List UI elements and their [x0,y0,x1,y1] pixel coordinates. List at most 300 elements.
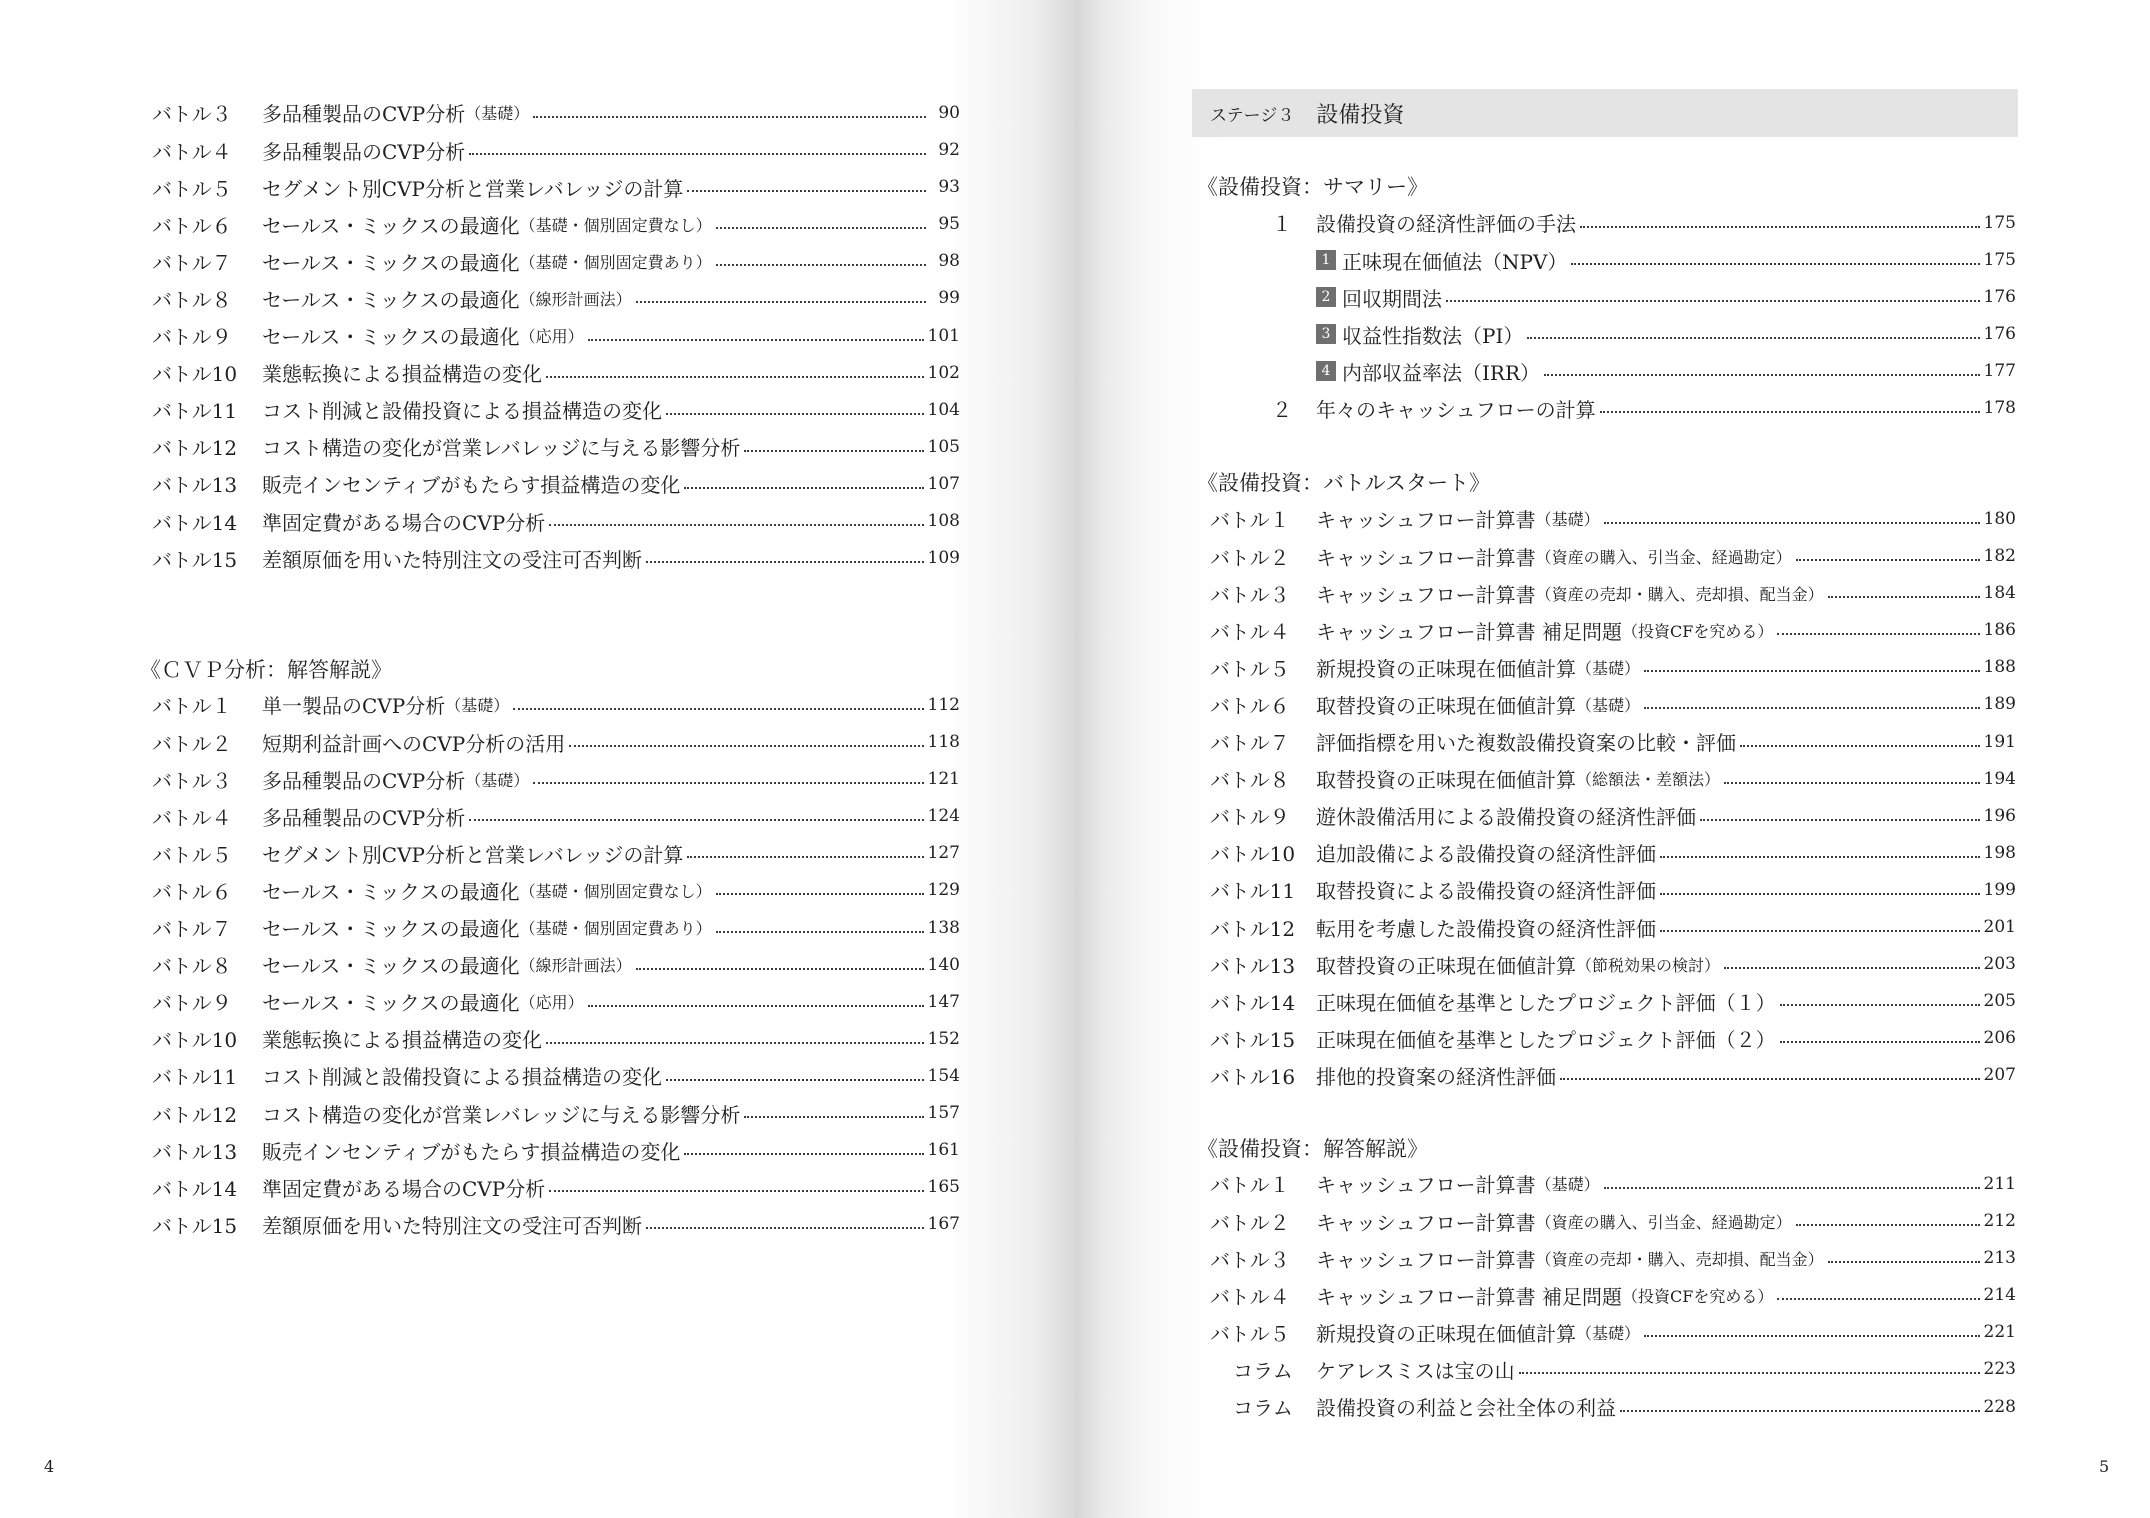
dot-leader [636,968,924,970]
toc-entry[interactable] [1210,723,2016,760]
entry-label: バトル11 [1210,879,1296,904]
dot-leader [1828,1261,1980,1263]
entry-note: （基礎） [1576,658,1641,678]
entry-label: バトル９ [152,991,232,1016]
entry-label: バトル４ [1210,619,1290,644]
dot-leader [716,893,924,895]
entry-page-number: 196 [1983,805,2016,826]
entry-page-number: 188 [1983,657,2016,678]
entry-note: （基礎） [1535,510,1600,530]
dot-leader [1777,633,1979,635]
toc-entry[interactable] [152,1169,960,1206]
entry-note: （資産の購入、引当金、経過勘定） [1535,547,1792,567]
toc-entry[interactable] [1316,279,2016,316]
dot-leader [687,190,926,192]
toc-entry[interactable] [1210,983,2016,1020]
dot-leader [546,1042,924,1044]
dot-leader [1780,1041,1980,1043]
dot-leader [469,819,923,821]
entry-label: バトル４ [152,805,232,830]
entry-page-number: 109 [927,548,960,569]
entry-label: バトル５ [1210,656,1290,681]
entry-page-number: 186 [1983,620,2016,641]
toc-entry[interactable] [152,132,960,169]
entry-note: （資産の購入、引当金、経過勘定） [1535,1212,1792,1232]
entry-label: バトル３ [152,102,232,127]
dot-leader [716,931,924,933]
toc-entry[interactable] [1210,575,2016,612]
entry-page-number: 213 [1983,1248,2016,1269]
entry-label: バトル５ [152,176,232,201]
toc-entry[interactable] [1316,353,2016,390]
entry-title: 多品種製品のCVP分析 [262,805,466,830]
entry-title: 業態転換による損益構造の変化 [262,362,542,387]
entry-label: バトル１ [1210,1173,1290,1198]
entry-title: 設備投資の利益と会社全体の利益 [1316,1396,1616,1421]
entry-page-number: 221 [1983,1322,2016,1343]
entry-note: （総額法・差額法） [1576,770,1721,790]
dot-leader [1796,559,1980,561]
entry-title: コスト構造の変化が営業レバレッジに与える影響分析 [262,436,741,461]
dot-leader [684,487,923,489]
toc-entry[interactable] [152,428,960,465]
entry-page-number: 161 [927,1140,960,1161]
entry-label: バトル５ [152,842,232,867]
toc-entry[interactable] [152,983,960,1020]
dot-leader [533,116,926,118]
entry-title: 年々のキャッシュフローの計算 [1316,397,1596,422]
toc-entry[interactable] [1210,649,2016,686]
entry-page-number: 129 [927,880,960,901]
entry-title: 新規投資の正味現在価値計算 [1316,656,1576,681]
entry-label: バトル14 [152,510,238,535]
toc-entry[interactable] [152,872,960,909]
entry-title: セールス・ミックスの最適化 [262,250,520,275]
entry-page-number: 178 [1983,398,2016,419]
entry-note: （基礎・個別固定費あり） [519,919,712,939]
dot-leader [666,413,924,415]
entry-page-number: 127 [927,843,960,864]
toc-entry[interactable] [152,1020,960,1057]
entry-title: セグメント別CVP分析と営業レバレッジの計算 [262,176,684,201]
entry-page-number: 191 [1983,731,2016,752]
entry-label: バトル８ [152,287,232,312]
entry-title: 取替投資による設備投資の経済性評価 [1316,879,1656,904]
entry-page-number: 140 [927,954,960,975]
entry-label: バトル７ [152,250,232,275]
entry-page-number: 175 [1983,212,2016,233]
entry-page-number: 212 [1983,1211,2016,1232]
entry-title: キャッシュフロー計算書 [1316,508,1536,533]
entry-label: バトル12 [1210,916,1296,941]
toc-entry[interactable] [1210,1020,2016,1057]
entry-title: 収益性指数法（PI） [1342,323,1524,348]
entry-label: バトル11 [152,399,238,424]
entry-label: バトル９ [1210,805,1290,830]
toc-entry[interactable] [1248,390,2016,427]
entry-title: セールス・ミックスの最適化 [262,879,520,904]
dot-leader [1660,893,1980,895]
entry-note: （基礎） [465,770,530,790]
entry-label: バトル５ [1210,1321,1290,1346]
toc-entry[interactable] [152,1057,960,1094]
stage-title: 設備投資 [1316,102,1405,128]
entry-label: バトル３ [152,768,232,793]
stage-header [1192,89,2018,137]
section-heading: 《ＣＶＰ分析：解答解説》 [140,657,392,682]
entry-title: 業態転換による損益構造の変化 [262,1028,542,1053]
number-square-icon: 4 [1316,361,1336,381]
entry-page-number: 175 [1983,250,2016,271]
dot-leader [1519,1372,1980,1374]
dot-leader [687,856,923,858]
entry-page-number: 105 [927,436,960,457]
entry-label: バトル２ [152,731,232,756]
entry-title: キャッシュフロー計算書 [1316,1247,1536,1272]
dot-leader [1644,707,1980,709]
entry-note: （線形計画法） [519,956,632,976]
dot-leader [646,1227,924,1229]
entry-label: バトル１ [152,694,232,719]
dot-leader [744,1116,923,1118]
entry-page-number: 90 [938,102,960,123]
entry-title: セールス・ミックスの最適化 [262,325,520,350]
toc-entry[interactable] [1210,1203,2016,1240]
toc-entry[interactable] [1210,946,2016,983]
entry-note: （資産の売却・購入、売却損、配当金） [1535,1249,1824,1269]
entry-label: バトル８ [1210,768,1290,793]
dot-leader [716,264,926,266]
entry-label: バトル２ [1210,545,1290,570]
entry-label: バトル13 [152,1139,238,1164]
section-heading: 《設備投資：バトルスタート》 [1197,470,1490,495]
entry-note: （投資CFを究める） [1621,621,1774,641]
toc-entry[interactable] [1210,834,2016,871]
entry-title: 短期利益計画へのCVP分析の活用 [262,731,566,756]
toc-entry[interactable] [152,540,960,577]
entry-title: セールス・ミックスの最適化 [262,917,520,942]
dot-leader [1604,522,1980,524]
dot-leader [636,301,926,303]
toc-entry[interactable] [1210,1314,2016,1351]
entry-title: コスト削減と設備投資による損益構造の変化 [262,1065,662,1090]
toc-entry[interactable] [152,94,960,131]
entry-page-number: 184 [1983,583,2016,604]
entry-page-number: 199 [1983,879,2016,900]
entry-title: 多品種製品のCVP分析 [262,139,466,164]
entry-page-number: 118 [927,732,960,753]
dot-leader [569,745,923,747]
entry-title: 新規投資の正味現在価値計算 [1316,1321,1576,1346]
dot-leader [744,450,923,452]
entry-title: セールス・ミックスの最適化 [262,954,520,979]
entry-label: １ [1272,212,1292,237]
toc-entry[interactable] [1210,760,2016,797]
entry-page-number: 223 [1983,1359,2016,1380]
toc-entry[interactable] [152,946,960,983]
entry-label: バトル６ [1210,693,1290,718]
entry-note: （資産の売却・購入、売却損、配当金） [1535,584,1824,604]
entry-note: （応用） [519,327,584,347]
entry-page-number: 92 [938,140,960,161]
entry-title: 販売インセンティブがもたらす損益構造の変化 [262,1139,681,1164]
entry-page-number: 207 [1983,1065,2016,1086]
dot-leader [546,376,924,378]
entry-label: バトル４ [152,139,232,164]
toc-entry[interactable] [1210,1057,2016,1094]
entry-title: コスト構造の変化が営業レバレッジに与える影響分析 [262,1102,741,1127]
entry-page-number: 157 [927,1103,960,1124]
entry-label: コラム [1233,1396,1293,1421]
entry-label: バトル10 [152,362,238,387]
toc-entry[interactable] [152,280,960,317]
toc-entry[interactable] [152,798,960,835]
dot-leader [1644,1335,1980,1337]
entry-page-number: 180 [1983,508,2016,529]
entry-page-number: 121 [927,769,960,790]
dot-leader [1600,411,1980,413]
dot-leader [549,1190,923,1192]
toc-entry[interactable] [152,317,960,354]
entry-title: 取替投資の正味現在価値計算 [1316,953,1576,978]
toc-entry[interactable] [1210,1240,2016,1277]
toc-entry[interactable] [1210,686,2016,723]
entry-page-number: 124 [927,806,960,827]
entry-note: （基礎・個別固定費なし） [519,215,712,235]
entry-page-number: 112 [927,694,960,715]
section-heading: 《設備投資：解答解説》 [1197,1136,1428,1161]
entry-title: キャッシュフロー計算書 補足問題 [1316,1284,1622,1309]
toc-entry[interactable] [152,1206,960,1243]
number-square-icon: 3 [1316,324,1336,344]
entry-page-number: 177 [1983,361,2016,382]
entry-page-number: 147 [927,991,960,1012]
entry-label: バトル２ [1210,1210,1290,1235]
entry-title: セールス・ミックスの最適化 [262,213,520,238]
entry-title: ケアレスミスは宝の山 [1316,1358,1515,1383]
toc-entry[interactable] [152,465,960,502]
entry-title: 排他的投資案の経済性評価 [1316,1064,1556,1089]
entry-label: バトル13 [1210,953,1296,978]
entry-title: セールス・ミックスの最適化 [262,991,520,1016]
entry-title: 単一製品のCVP分析 [262,694,446,719]
entry-note: （線形計画法） [519,289,632,309]
toc-entry[interactable] [152,206,960,243]
entry-label: バトル９ [152,325,232,350]
entry-title: 多品種製品のCVP分析 [262,768,466,793]
dot-leader [549,524,923,526]
entry-page-number: 214 [1983,1285,2016,1306]
entry-label: バトル６ [152,213,232,238]
entry-title: コスト削減と設備投資による損益構造の変化 [262,399,662,424]
entry-label: バトル14 [1210,990,1296,1015]
dot-leader [1700,819,1980,821]
dot-leader [1777,1298,1979,1300]
entry-title: 差額原価を用いた特別注文の受注可否判断 [262,1213,642,1238]
entry-title: 準固定費がある場合のCVP分析 [262,1176,546,1201]
entry-title: 準固定費がある場合のCVP分析 [262,510,546,535]
dot-leader [1446,300,1980,302]
entry-title: 正味現在価値を基準としたプロジェクト評価（１） [1316,990,1776,1015]
entry-title: 遊休設備活用による設備投資の経済性評価 [1316,805,1696,830]
entry-note: （基礎） [1576,1323,1641,1343]
entry-label: バトル12 [152,436,238,461]
dot-leader [1660,930,1980,932]
dot-leader [1796,1224,1980,1226]
entry-page-number: 176 [1983,324,2016,345]
entry-page-number: 194 [1983,768,2016,789]
entry-note: （応用） [519,993,584,1013]
entry-title: 販売インセンティブがもたらす損益構造の変化 [262,473,681,498]
entry-title: 取替投資の正味現在価値計算 [1316,693,1576,718]
dot-leader [684,1153,923,1155]
entry-note: （基礎） [1576,695,1641,715]
toc-entry[interactable] [1210,1165,2016,1202]
toc-entry[interactable] [152,391,960,428]
dot-leader [1620,1410,1980,1412]
entry-note: （基礎・個別固定費なし） [519,881,712,901]
entry-title: 多品種製品のCVP分析 [262,102,466,127]
dot-leader [1828,596,1980,598]
toc-entry[interactable] [1210,1388,2016,1425]
entry-note: （節税効果の検討） [1576,955,1721,975]
dot-leader [1644,670,1980,672]
dot-leader [1544,374,1980,376]
toc-entry[interactable] [1210,538,2016,575]
entry-page-number: 93 [938,177,960,198]
entry-label: バトル３ [1210,1247,1290,1272]
entry-title: 転用を考慮した設備投資の経済性評価 [1316,916,1656,941]
entry-title: キャッシュフロー計算書 [1316,582,1536,607]
toc-entry[interactable] [1210,797,2016,834]
dot-leader [1780,1004,1980,1006]
entry-page-number: 198 [1983,842,2016,863]
entry-label: ２ [1272,397,1292,422]
entry-label: バトル７ [1210,731,1290,756]
entry-page-number: 211 [1983,1173,2016,1194]
entry-title: キャッシュフロー計算書 [1316,1173,1536,1198]
entry-title: 取替投資の正味現在価値計算 [1316,768,1576,793]
dot-leader [666,1079,924,1081]
toc-entry[interactable] [152,503,960,540]
entry-title: 回収期間法 [1342,286,1442,311]
toc-entry[interactable] [152,835,960,872]
entry-page-number: 152 [927,1028,960,1049]
toc-entry[interactable] [152,1095,960,1132]
entry-page-number: 203 [1983,954,2016,975]
dot-leader [469,153,926,155]
entry-page-number: 102 [927,362,960,383]
entry-page-number: 95 [938,214,960,235]
entry-page-number: 154 [927,1065,960,1086]
dot-leader [1560,1078,1980,1080]
toc-entry[interactable] [1210,909,2016,946]
toc-entry[interactable] [1316,316,2016,353]
entry-page-number: 189 [1983,694,2016,715]
entry-page-number: 104 [927,399,960,420]
dot-leader [588,339,924,341]
stage-number: ステージ３ [1210,105,1295,126]
entry-title: 評価指標を用いた複数設備投資案の比較・評価 [1316,731,1736,756]
toc-entry[interactable] [152,354,960,391]
toc-entry[interactable] [1210,500,2016,537]
entry-title: キャッシュフロー計算書 [1316,1210,1536,1235]
toc-entry[interactable] [1248,204,2016,241]
toc-entry[interactable] [152,169,960,206]
entry-label: バトル12 [152,1102,238,1127]
right-page-number: 5 [2099,1457,2110,1476]
entry-note: （基礎） [1535,1175,1600,1195]
toc-entry[interactable] [152,243,960,280]
toc-entry[interactable] [152,1132,960,1169]
entry-label: バトル１ [1210,508,1290,533]
entry-note: （基礎） [465,104,530,124]
entry-page-number: 138 [927,917,960,938]
dot-leader [588,1005,924,1007]
dot-leader [716,227,926,229]
dot-leader [533,782,923,784]
dot-leader [1740,745,1980,747]
dot-leader [1580,226,1980,228]
toc-entry[interactable] [1210,1351,2016,1388]
entry-note: （基礎） [445,696,510,716]
dot-leader [1527,337,1979,339]
entry-page-number: 165 [927,1177,960,1198]
toc-entry[interactable] [1210,1277,2016,1314]
entry-label: バトル14 [152,1176,238,1201]
toc-entry[interactable] [1210,612,2016,649]
entry-title: 内部収益率法（IRR） [1342,360,1541,385]
toc-entry[interactable] [152,724,960,761]
dot-leader [1571,263,1979,265]
dot-leader [1660,856,1980,858]
toc-entry[interactable] [1210,871,2016,908]
section-heading: 《設備投資：サマリー》 [1197,174,1428,199]
entry-title: 追加設備による設備投資の経済性評価 [1316,842,1656,867]
entry-label: バトル15 [152,1213,238,1238]
entry-page-number: 205 [1983,991,2016,1012]
entry-label: バトル10 [152,1028,238,1053]
number-square-icon: 2 [1316,287,1336,307]
dot-leader [513,708,923,710]
entry-title: キャッシュフロー計算書 [1316,545,1536,570]
dot-leader [1724,782,1980,784]
toc-entry[interactable] [152,761,960,798]
entry-note: （基礎・個別固定費あり） [519,252,712,272]
entry-label: バトル10 [1210,842,1296,867]
entry-page-number: 98 [938,251,960,272]
entry-label: バトル15 [152,547,238,572]
dot-leader [1724,967,1980,969]
left-page-number: 4 [44,1457,55,1476]
entry-page-number: 107 [927,473,960,494]
entry-label: バトル６ [152,879,232,904]
entry-label: バトル15 [1210,1027,1296,1052]
toc-entry[interactable] [152,686,960,723]
entry-title: キャッシュフロー計算書 補足問題 [1316,619,1622,644]
entry-label: バトル８ [152,954,232,979]
toc-entry[interactable] [1316,242,2016,279]
entry-label: バトル７ [152,917,232,942]
entry-page-number: 228 [1983,1396,2016,1417]
entry-title: 正味現在価値を基準としたプロジェクト評価（２） [1316,1027,1776,1052]
entry-page-number: 176 [1983,287,2016,308]
entry-page-number: 167 [927,1214,960,1235]
entry-label: コラム [1233,1358,1293,1383]
toc-entry[interactable] [152,909,960,946]
entry-page-number: 182 [1983,546,2016,567]
entry-label: バトル16 [1210,1064,1296,1089]
